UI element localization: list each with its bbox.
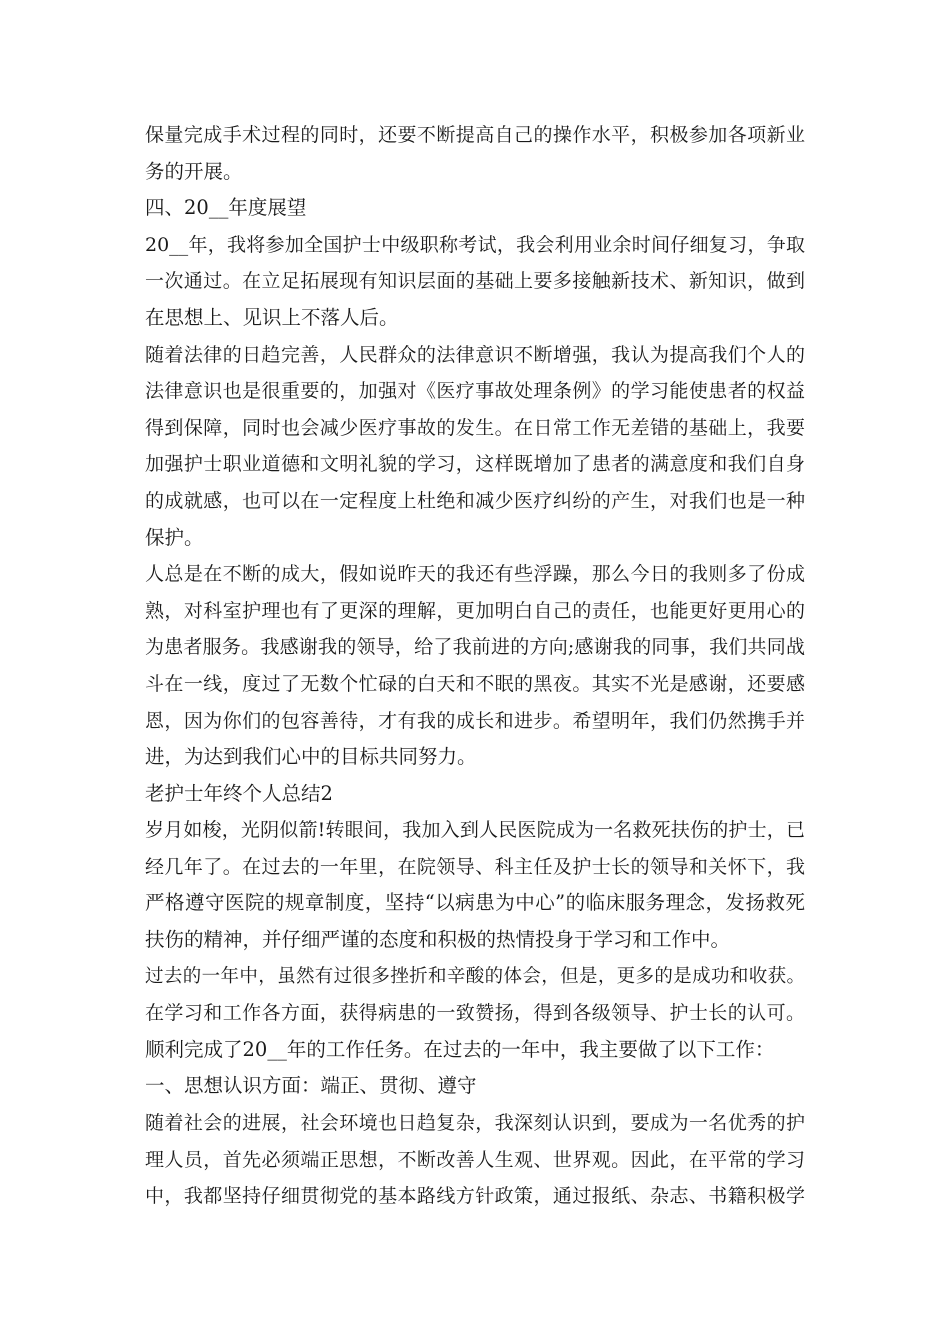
text-line: 随着法律的日趋完善，人民群众的法律意识不断增强，我认为提高我们个人的	[145, 343, 805, 366]
text-line: 加强护士职业道德和文明礼貌的学习，这样既增加了患者的满意度和我们自身	[145, 453, 805, 476]
text-line: 随着社会的进展，社会环境也日趋复杂，我深刻认识到，要成为一名优秀的护	[145, 1112, 805, 1135]
text-line: 严格遵守医院的规章制度，坚持“以病患为中心”的临床服务理念，发扬救死	[145, 891, 805, 915]
text-line: 20__年，我将参加全国护士中级职称考试，我会利用业余时间仔细复习，争取	[145, 233, 805, 256]
text-line: 在思想上、见识上不落人后。	[145, 305, 399, 329]
text-line: 岁月如梭，光阴似箭!转眼间，我加入到人民医院成为一名救死扶伤的护士，已	[145, 819, 805, 842]
text-line: 得到保障，同时也会减少医疗事故的发生。在日常工作无差错的基础上，我要	[145, 416, 805, 439]
text-line: 进，为达到我们心中的目标共同努力。	[145, 745, 477, 769]
text-line: 扶伤的精神，并仔细严谨的态度和积极的热情投身于学习和工作中。	[145, 928, 731, 952]
text-line: 务的开展。	[145, 159, 243, 183]
section-heading: 一、思想认识方面：端正、贯彻、遵守	[145, 1074, 477, 1098]
text-line: 斗在一线，度过了无数个忙碌的白天和不眠的黑夜。其实不光是感谢，还要感	[145, 672, 805, 695]
text-line: 的成就感，也可以在一定程度上杜绝和减少医疗纠纷的产生，对我们也是一种	[145, 489, 805, 512]
text-line: 过去的一年中，虽然有过很多挫折和辛酸的体会，但是，更多的是成功和收获。	[145, 965, 805, 987]
text-line: 顺利完成了20__年的工作任务。在过去的一年中，我主要做了以下工作：	[145, 1037, 775, 1061]
document-page	[145, 117, 805, 1215]
text-line: 理人员，首先必须端正思想，不断改善人生观、世界观。因此，在平常的学习	[145, 1148, 805, 1171]
text-line: 一次通过。在立足拓展现有知识层面的基础上要多接触新技术、新知识，做到	[145, 270, 805, 293]
text-line: 为患者服务。我感谢我的领导，给了我前进的方向;感谢我的同事，我们共同战	[145, 636, 805, 659]
text-line: 在学习和工作各方面，获得病患的一致赞扬，得到各级领导、护士长的认可。	[145, 1002, 805, 1025]
text-line: 恩，因为你们的包容善待，才有我的成长和进步。希望明年，我们仍然携手并	[145, 709, 805, 732]
section-heading: 老护士年终个人总结2	[145, 781, 333, 805]
text-line: 保护。	[145, 525, 204, 549]
text-line: 人总是在不断的成大，假如说昨天的我还有些浮躁，那么今日的我则多了份成	[145, 563, 805, 586]
section-heading: 四、20__年度展望	[145, 196, 307, 220]
text-line: 中，我都坚持仔细贯彻党的基本路线方针政策，通过报纸、杂志、书籍积极学	[145, 1185, 805, 1208]
text-line: 保量完成手术过程的同时，还要不断提高自己的操作水平，积极参加各项新业	[145, 124, 805, 146]
text-line: 法律意识也是很重要的，加强对《医疗事故处理条例》的学习能使患者的权益	[145, 380, 805, 403]
text-line: 经几年了。在过去的一年里，在院领导、科主任及护士长的领导和关怀下，我	[145, 855, 805, 878]
text-line: 熟，对科室护理也有了更深的理解，更加明白自己的责任，也能更好更用心的	[145, 599, 805, 622]
